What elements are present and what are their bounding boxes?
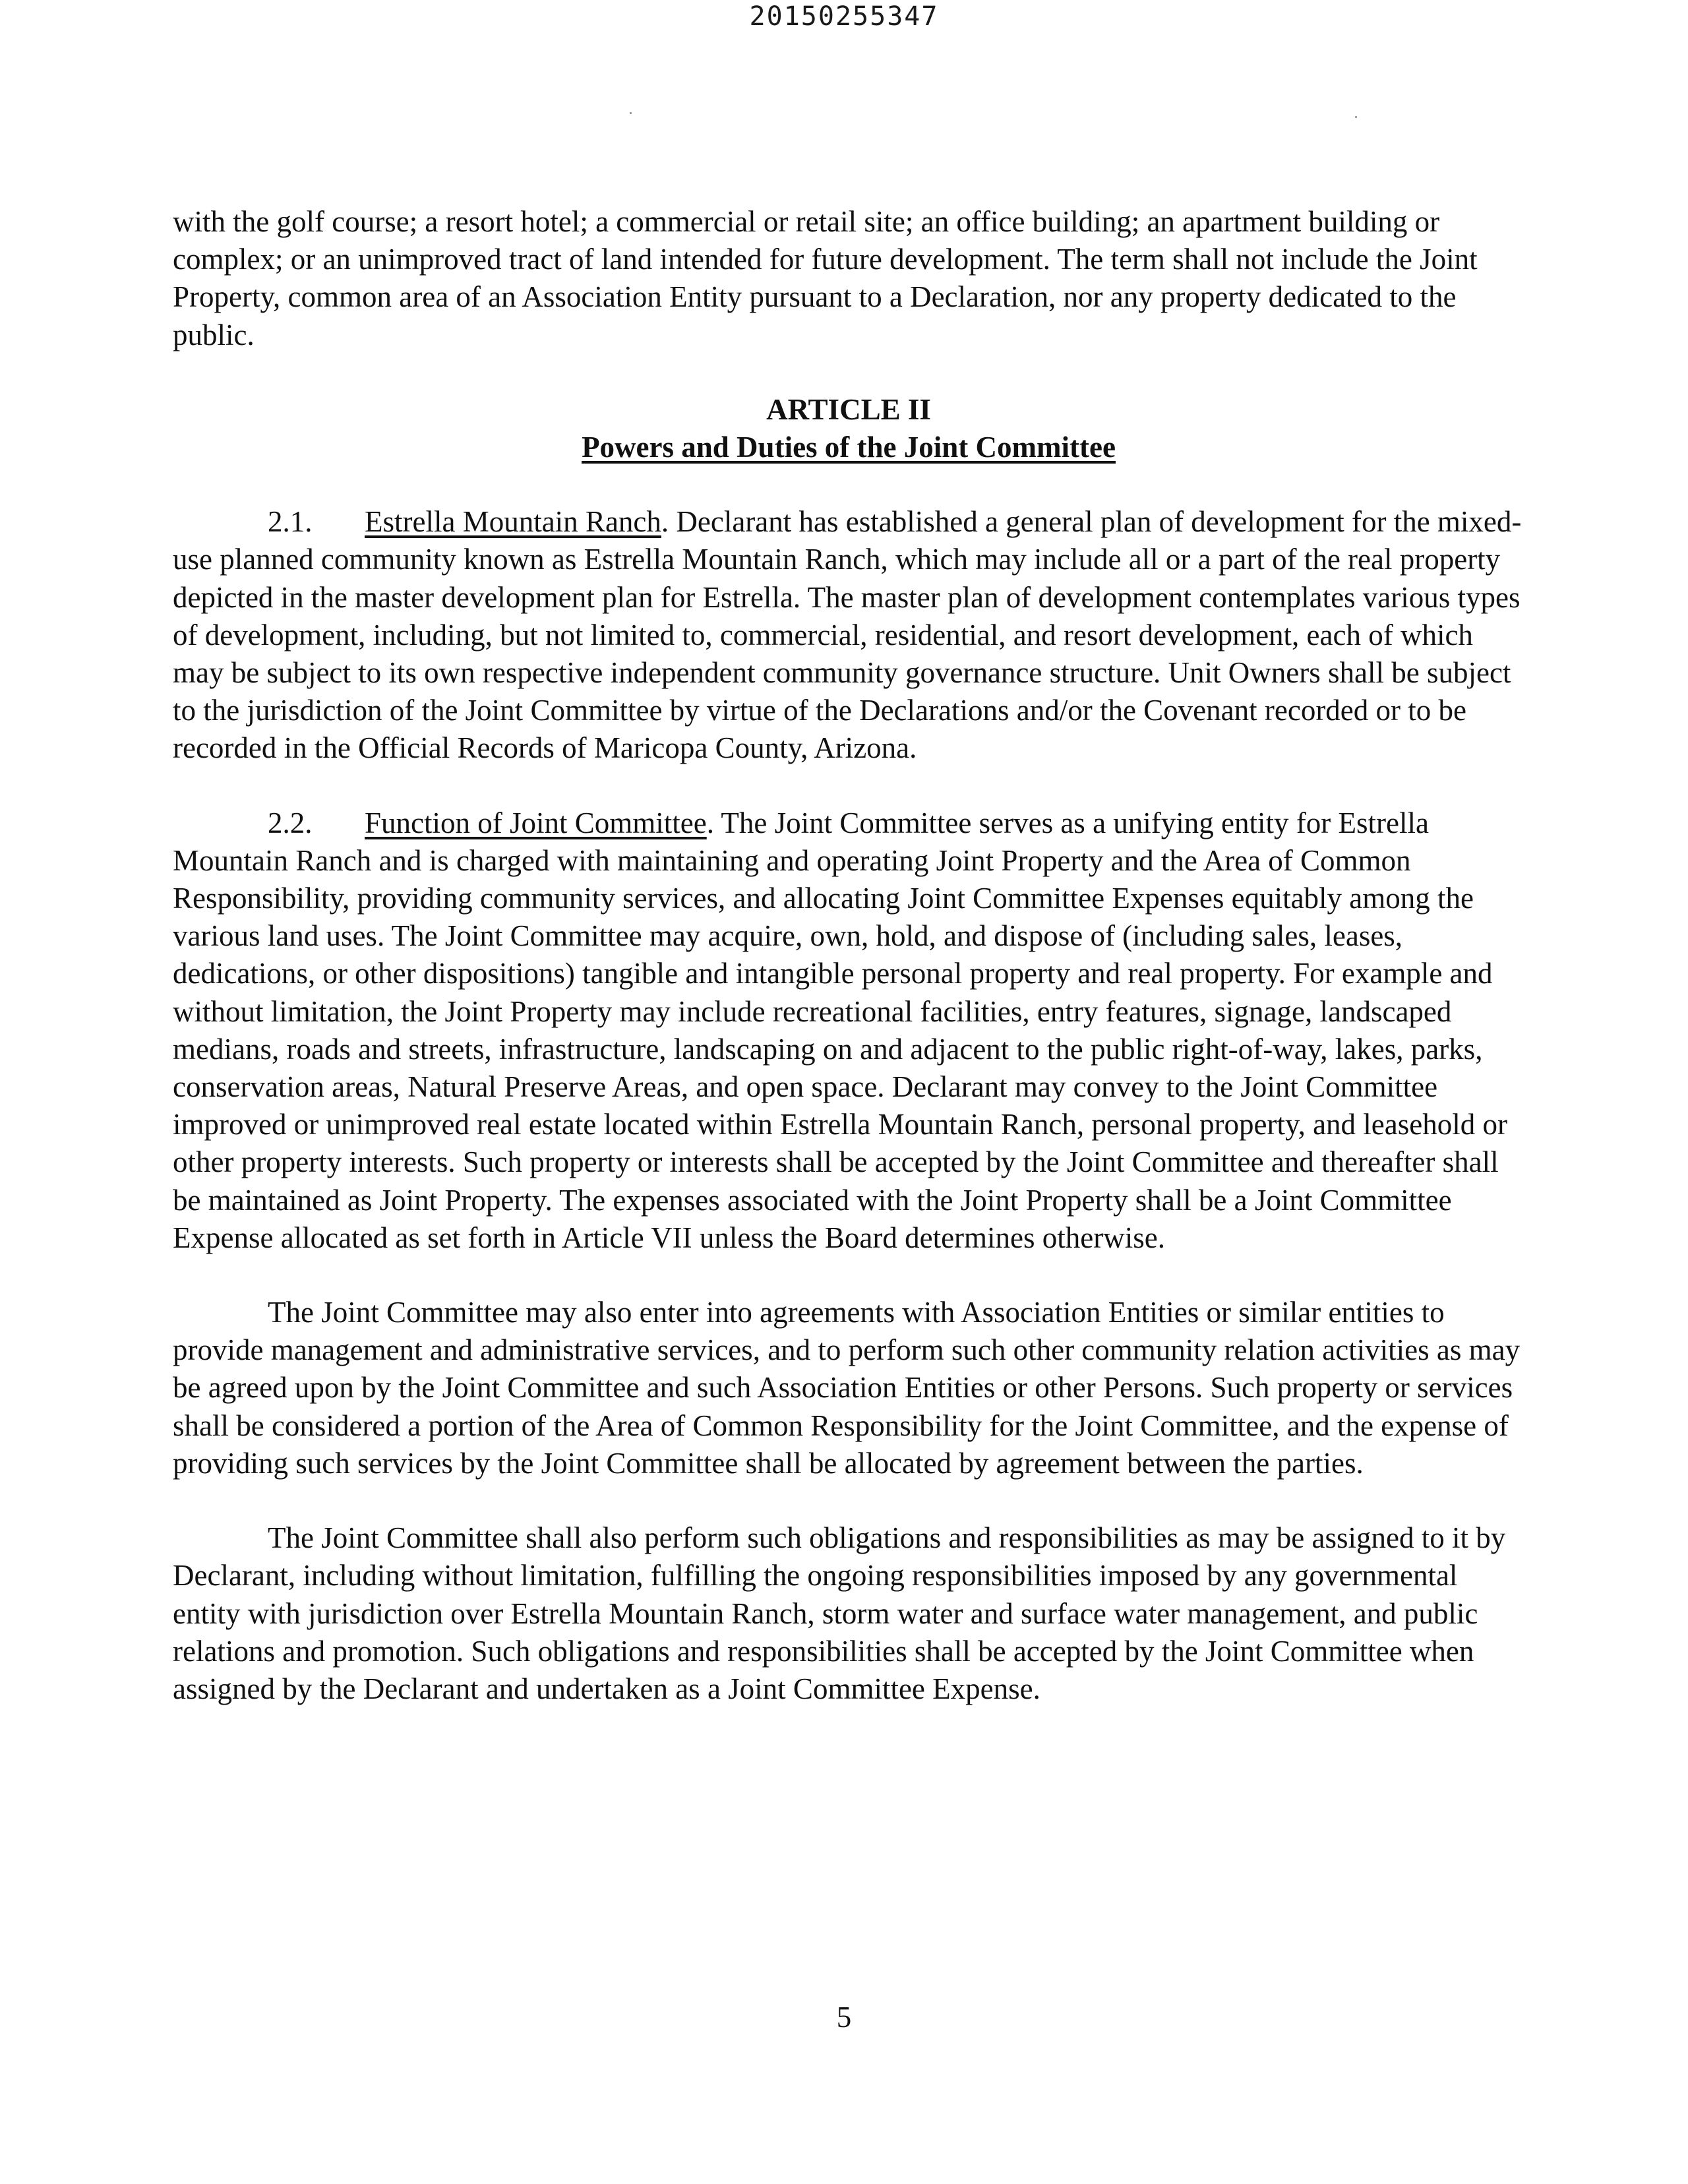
- section-title: Estrella Mountain Ranch: [365, 505, 661, 539]
- section-text: . Declarant has established a general plan of development for the mixed-use planned community known as Estrella Mountain Ranch, which may include all or a part of the real property depicted in the master development plan for Estrella. The master plan of development contemplates various types of development, including, but not limited to, commercial, residential, and resort development, each of which may be subject to its own respective independent community governance structure. Unit Owners shall be subject to the jurisdiction of the Joint Committee by virtue of the Declarations and/or the Covenant recorded or to be recorded in the Official Records of Maricopa County, Arizona.: [173, 505, 1522, 765]
- section-number: 2.1.: [268, 505, 313, 539]
- article-label: ARTICLE II: [766, 392, 931, 426]
- page-number: 5: [836, 2001, 852, 2034]
- paragraph-agreements: The Joint Committee may also enter into agreements with Association Entities or similar entities to provide management and administrative services, and to perform such other community relation activities as may be agreed upon by the Joint Committee and such Association Entities or other Persons. Such property or services shall be considered a portion of the Area of Common Responsibility for the Joint Committee, and the expense of providing such services by the Joint Committee shall be allocated by agreement between the parties.: [173, 1296, 1521, 1480]
- section-2-1: [173, 503, 1524, 767]
- scan-speck: [630, 112, 632, 114]
- scan-speck: [1355, 116, 1357, 118]
- article-title: Powers and Duties of the Joint Committee: [582, 431, 1116, 464]
- section-number: 2.2.: [268, 806, 313, 839]
- document-body: [173, 203, 1524, 1745]
- article-heading: [173, 391, 1524, 466]
- section-text: . The Joint Committee serves as a unifying entity for Estrella Mountain Ranch and is charged with maintaining and operating Joint Property and the Area of Common Responsibility, providing community services, and allocating Joint Committee Expenses equitably among the various land uses. The Joint Committee may acquire, own, hold, and dispose of (including sales, leases, dedications, or other dispositions) tangible and intangible personal property and real property. For example and without limitation, the Joint Property may include recreational facilities, entry features, signage, landscaped medians, roads and streets, infrastructure, landscaping on and adjacent to the public right-of-way, lakes, parks, conservation areas, Natural Preserve Areas, and open space. Declarant may convey to the Joint Committee improved or unimproved real estate located within Estrella Mountain Ranch, personal property, and leasehold or other property interests. Such property or interests shall be accepted by the Joint Committee and thereafter shall be maintained as Joint Property. The expenses associated with the Joint Property shall be a Joint Committee Expense allocated as set forth in Article VII unless the Board determines otherwise.: [173, 806, 1507, 1254]
- intro-paragraph: with the golf course; a resort hotel; a commercial or retail site; an office building; an apartment building or complex; or an unimproved tract of land intended for future development. The term shall not include the Joint Property, common area of an Association Entity pursuant to a Declaration, nor any property dedicated to the public.: [173, 205, 1478, 351]
- document-number: 20150255347: [749, 1, 939, 32]
- section-2-2: [173, 804, 1524, 1257]
- paragraph-obligations: The Joint Committee shall also perform such obligations and responsibilities as may be assigned to it by Declarant, including without limitation, fulfilling the ongoing responsibilities imposed by any governmental entity with jurisdiction over Estrella Mountain Ranch, storm water and surface water management, and public relations and promotion. Such obligations and responsibilities shall be accepted by the Joint Committee when assigned by the Declarant and undertaken as a Joint Committee Expense.: [173, 1521, 1506, 1705]
- section-title: Function of Joint Committee: [365, 806, 707, 839]
